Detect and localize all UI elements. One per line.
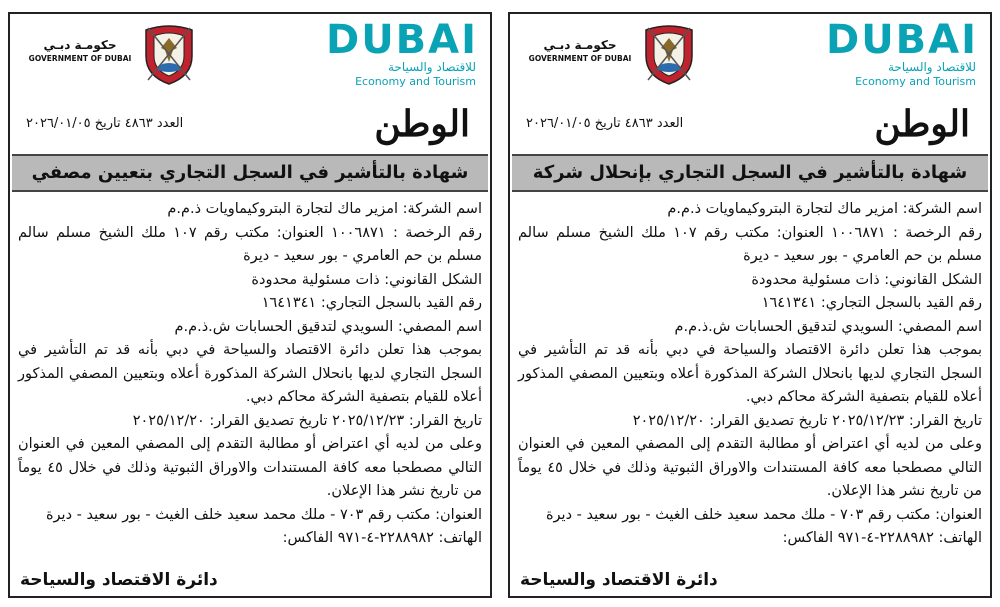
liquidator-address-line: العنوان: مكتب رقم ٧٠٣ - ملك محمد سعيد خلف الغيث - بور سعيد - ديرة [545, 506, 982, 523]
issue-number-date: العدد ٤٨٦٣ تاريخ ٢٠٢٦/٠١/٠٥ [26, 116, 184, 131]
announcement-paragraph: بموجب هذا تعلن دائرة الاقتصاد والسياحة في دبي بأنه قد تم التأشير في السجل التجاري لديها بانحلال الشركة المذكورة أعلاه وبتعيين المصفي المذكور أعلاه للقيام بتصفية الشركة محاكم دبي. [518, 342, 982, 405]
notice-header [10, 14, 490, 102]
legal-form-line: الشكل القانوني: ذات مسئولية محدودة [251, 271, 482, 288]
license-address-line: رقم الرخصة : ١٠٠٦٨٧١ العنوان: مكتب رقم ١٠٧ ملك الشيخ مسلم سالم مسلم بن حم العامري - بور سعيد - ديرة [18, 224, 482, 264]
notice-title: شهادة بالتأشير في السجل التجاري بإنحلال شركة [512, 154, 988, 192]
notice-panel-liquidator-appointment [8, 12, 492, 598]
dubai-logo-dept-ar: للاقتصاد والسياحة [387, 60, 476, 74]
dubai-logo-dept-en: Economy and Tourism [355, 75, 476, 88]
government-of-dubai-label [20, 38, 140, 64]
liquidator-line: اسم المصفي: السويدي لتدقيق الحسابات ش.ذ.م.م [174, 318, 482, 335]
dubai-logo-dept-ar: للاقتصاد والسياحة [887, 60, 976, 74]
announcement-paragraph: بموجب هذا تعلن دائرة الاقتصاد والسياحة في دبي بأنه قد تم التأشير في السجل التجاري لديها بانحلال الشركة المذكورة أعلاه وبتعيين المصفي المذكور أعلاه للقيام بتصفية الشركة محاكم دبي. [18, 342, 482, 405]
registration-line: رقم القيد بالسجل التجاري: ١٦٤١٣٤١ [261, 295, 482, 311]
phone-fax-line: الهاتف: ٢٢٨٨٩٨٢-٤-٩٧١ الفاكس: [782, 530, 982, 546]
decision-dates-line: تاريخ القرار: ٢٠٢٥/١٢/٢٣ تاريخ تصديق القرار: ٢٠٢٥/١٢/٢٠ [632, 412, 982, 429]
dubai-logo-word: DUBAI [326, 17, 479, 63]
phone-fax-line: الهاتف: ٢٢٨٨٩٨٢-٤-٩٧١ الفاكس: [282, 530, 482, 546]
footer-department-name: دائرة الاقتصاد والسياحة [20, 570, 218, 590]
notice-panel-dissolution [508, 12, 992, 598]
government-en: GOVERNMENT OF DUBAI [528, 54, 632, 63]
objection-paragraph: وعلى من لديه أي اعتراض أو مطالبة التقدم إلى المصفي المعين في العنوان التالي مصطحبا معه كافة المستندات والاوراق الثبوتية وذلك في خلال ٤٥ يوماً من تاريخ نشر هذا الإعلان. [518, 436, 982, 499]
notice-body [510, 192, 990, 551]
newspaper-name: الوطن [874, 103, 970, 145]
decision-dates-line: تاريخ القرار: ٢٠٢٥/١٢/٢٣ تاريخ تصديق القرار: ٢٠٢٥/١٢/٢٠ [132, 412, 482, 429]
license-address-line: رقم الرخصة : ١٠٠٦٨٧١ العنوان: مكتب رقم ١٠٧ ملك الشيخ مسلم سالم مسلم بن حم العامري - بور سعيد - ديرة [518, 224, 982, 264]
liquidator-address-line: العنوان: مكتب رقم ٧٠٣ - ملك محمد سعيد خلف الغيث - بور سعيد - ديرة [45, 506, 482, 523]
liquidator-line: اسم المصفي: السويدي لتدقيق الحسابات ش.ذ.م.م [674, 318, 982, 335]
dubai-emblem-icon [142, 22, 196, 86]
footer-department-name: دائرة الاقتصاد والسياحة [520, 570, 718, 590]
dubai-logo-word: DUBAI [826, 17, 979, 63]
masthead [10, 102, 490, 154]
issue-number-date: العدد ٤٨٦٣ تاريخ ٢٠٢٦/٠١/٠٥ [526, 116, 684, 131]
legal-form-line: الشكل القانوني: ذات مسئولية محدودة [751, 271, 982, 288]
government-of-dubai-label [520, 38, 640, 64]
government-ar: حكومـة دبـي [43, 38, 117, 52]
government-ar: حكومـة دبـي [543, 38, 617, 52]
company-name-line: اسم الشركة: امزير ماك لتجارة البتروكيماويات ذ.م.م [667, 201, 982, 217]
objection-paragraph: وعلى من لديه أي اعتراض أو مطالبة التقدم إلى المصفي المعين في العنوان التالي مصطحبا معه كافة المستندات والاوراق الثبوتية وذلك في خلال ٤٥ يوماً من تاريخ نشر هذا الإعلان. [18, 436, 482, 499]
notice-header [510, 14, 990, 102]
notice-title: شهادة بالتأشير في السجل التجاري بتعيين مصفي [12, 154, 488, 192]
dubai-economy-tourism-logo [326, 17, 479, 88]
government-en: GOVERNMENT OF DUBAI [28, 54, 132, 63]
dubai-economy-tourism-logo [826, 17, 979, 88]
newspaper-name: الوطن [374, 103, 470, 145]
company-name-line: اسم الشركة: امزير ماك لتجارة البتروكيماويات ذ.م.م [167, 201, 482, 217]
dubai-logo-dept-en: Economy and Tourism [855, 75, 976, 88]
notice-body [10, 192, 490, 551]
masthead [510, 102, 990, 154]
dubai-emblem-icon [642, 22, 696, 86]
registration-line: رقم القيد بالسجل التجاري: ١٦٤١٣٤١ [761, 295, 982, 311]
